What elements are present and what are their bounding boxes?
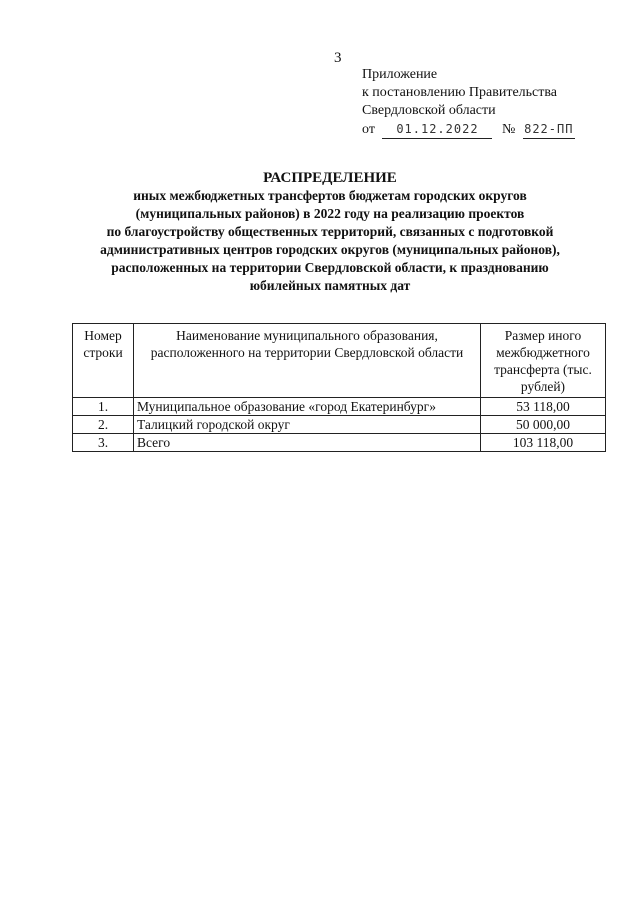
title-line-2: (муниципальных районов) в 2022 году на реализацию проектов [135,206,525,221]
municipality-name: Всего [134,434,481,452]
table-row [73,398,606,416]
decree-number: 822-ПП [523,120,575,139]
appendix-date-line [362,120,575,139]
title-line-6: юбилейных памятных дат [249,278,411,293]
table-row [73,416,606,434]
appendix-block [362,66,575,139]
decree-date: 01.12.2022 [382,120,492,139]
title-main: РАСПРЕДЕЛЕНИЕ [263,170,397,186]
municipality-name: Муниципальное образование «город Екатеринбург» [134,398,481,416]
title-line-4: административных центров городских округов (муниципальных районов), [100,242,560,257]
appendix-line-2: к постановлению Правительства [362,85,558,100]
row-number: 2. [73,416,134,434]
header-row-number: Номер строки [73,324,134,398]
table-row [73,434,606,452]
number-prefix: № [501,122,516,137]
row-number: 3. [73,434,134,452]
transfer-amount: 103 118,00 [481,434,606,452]
title-line-3: по благоустройству общественных территорий, связанных с подготовкой [106,224,554,239]
title-line-1: иных межбюджетных трансфертов бюджетам городских округов [133,188,527,203]
row-number: 1. [73,398,134,416]
distribution-table [72,323,606,452]
transfer-amount: 50 000,00 [481,416,606,434]
document-title [60,169,600,295]
table-header-row [73,324,606,398]
municipality-name: Талицкий городской округ [134,416,481,434]
date-prefix: от [362,122,375,137]
transfer-amount: 53 118,00 [481,398,606,416]
appendix-line-1: Приложение [362,67,438,82]
title-line-5: расположенных на территории Свердловской области, к празднованию [111,260,549,275]
page-number: 3 [334,50,342,66]
appendix-line-3: Свердловской области [362,103,496,118]
header-municipality: Наименование муниципального образования, расположенного на территории Свердловской области [134,324,481,398]
header-amount: Размер иного межбюджетного трансферта (тыс. рублей) [481,324,606,398]
